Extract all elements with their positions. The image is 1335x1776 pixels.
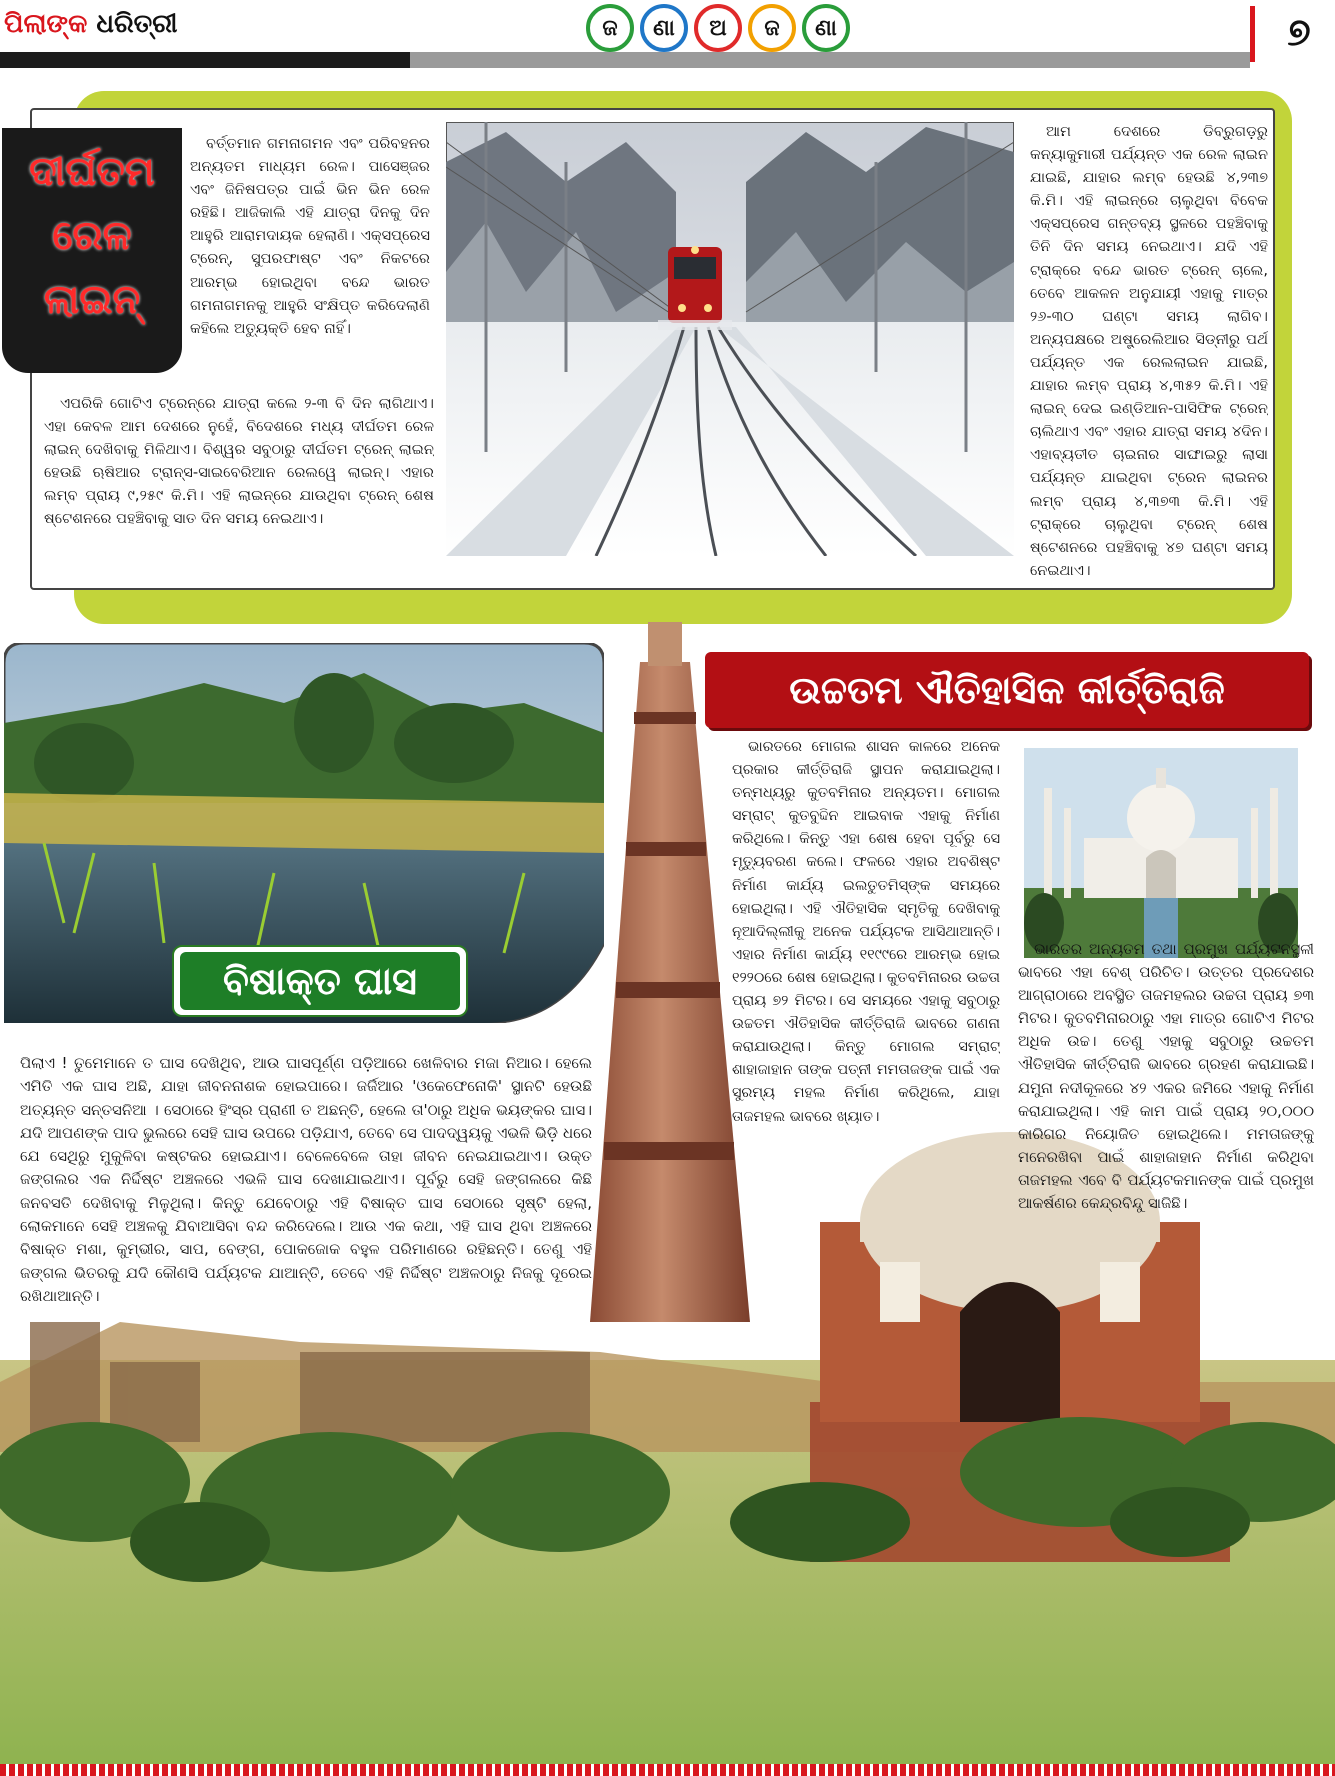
- section-letter: ଅ: [694, 4, 742, 52]
- footer-rule: [0, 1764, 1335, 1776]
- monument-title-box: [705, 652, 1309, 728]
- page-number: ୭: [1287, 10, 1311, 54]
- taj-mahal-photo: [1024, 748, 1298, 958]
- monument-paragraph: ଭାରତର ଅନ୍ୟତମ ତଥା ପ୍ରମୁଖ ପର୍ଯ୍ୟଟନସ୍ଥଳୀ ଭାବରେ ଏହା ବେଶ୍ ପରିଚିତ। ଉତ୍ତର ପ୍ରଦେଶର ଆଗ୍ରାଠାରେ ଅବସ୍ଥିତ ତାଜମହଲର ଉଚ୍ଚତା ପ୍ରାୟ ୭୩ ମିଟର। କୁତବମିନାରଠାରୁ ଏହା ମାତ୍ର ଗୋଟିଏ ମିଟର ଅଧିକ ଉଚ୍ଚ। ତେଣୁ ଏହାକୁ ସବୁଠାରୁ ଉଚ୍ଚତମ ଐତିହାସିକ କୀର୍ତ୍ତିରାଜି ଭାବରେ ଗ୍ରହଣ କରାଯାଇଛି। ଯମୁନା ନଦୀକୂଳରେ ୪୨ ଏକର ଜମିରେ ଏହାକୁ ନିର୍ମାଣ କରାଯାଇଥିଲା। ଏହି କାମ ପାଇଁ ପ୍ରାୟ ୨୦,୦୦୦ କାରିଗର ନିୟୋଜିତ ହୋଇଥିଲେ। ମମତାଜଙ୍କୁ ମନେରଖିବା ପାଇଁ ଶାହାଜାହାନ ନିର୍ମାଣ କରିଥିବା ତାଜମହଲ ଏବେ ବି ପର୍ଯ୍ୟଟକମାନଙ୍କ ପାଇଁ ପ୍ରମୁଖ ଆକର୍ଷଣର କେନ୍ଦ୍ରବିନ୍ଦୁ ସାଜିଛି।: [1018, 941, 1314, 1213]
- section-title: [586, 4, 850, 52]
- rail-article-title: [2, 128, 182, 373]
- brand-logo: [4, 4, 190, 44]
- rail-title-line: ରେଳ: [52, 213, 132, 259]
- section-letter: ଜ: [586, 4, 634, 52]
- monument-article-text-right: [1018, 938, 1314, 1304]
- monument-article-text-left: [732, 736, 1000, 1360]
- brand-name-part2: ଧରିତ୍ରୀ: [96, 9, 178, 39]
- rail-article-text-right: [1030, 120, 1268, 578]
- swamp-title-box: [172, 945, 468, 1017]
- header-rule-dark: [0, 52, 410, 68]
- rail-article-text-intro: [190, 132, 430, 380]
- monument-article-title: ଉଚ୍ଚତମ ଐତିହାସିକ କୀର୍ତ୍ତିରାଜି: [789, 668, 1225, 712]
- rail-article-text-continued: [44, 392, 434, 578]
- monument-paragraph: ଭାରତରେ ମୋଗଲ ଶାସନ କାଳରେ ଅନେକ ପ୍ରକାର କୀର୍ତ୍ତିରାଜି ସ୍ଥାପନ କରାଯାଇଥିଲା। ତନ୍ମଧ୍ୟରୁ କୁତବମିନାର ଅନ୍ୟତମ। ମୋଗଲ ସମ୍ରାଟ୍ କୁତବୁଦ୍ଦିନ ଆଇବାକ ଏହାକୁ ନିର୍ମାଣ କରିଥିଲେ। କିନ୍ତୁ ଏହା ଶେଷ ହେବା ପୂର୍ବରୁ ସେ ମୃତ୍ୟୁବରଣ କଲେ। ଫଳରେ ଏହାର ଅବଶିଷ୍ଟ ନିର୍ମାଣ କାର୍ଯ୍ୟ ଇଲତୁତମିସ୍‌ଙ୍କ ସମୟରେ ହୋଇଥିଲା। ଏହି ଐତିହାସିକ ସ୍ମୃତିକୁ ଦେଖିବାକୁ ନୂଆଦିଲ୍ଲୀକୁ ଅନେକ ପର୍ଯ୍ୟଟକ ଆସିଥାଆନ୍ତି। ଏହାର ନିର୍ମାଣ କାର୍ଯ୍ୟ ୧୧୯୯ରେ ଆରମ୍ଭ ହୋଇ ୧୨୨୦ରେ ଶେଷ ହୋଇଥିଲା। କୁତବମିନାରର ଉଚ୍ଚତା ପ୍ରାୟ ୭୨ ମିଟର। ସେ ସମୟରେ ଏହାକୁ ସବୁଠାରୁ ଉଚ୍ଚତମ ଐତିହାସିକ କୀର୍ତ୍ତିରାଜି ଭାବରେ ଗଣନା କରାଯାଉଥିଲା। କିନ୍ତୁ ମୋଗଲ ସମ୍ରାଟ୍ ଶାହାଜାହାନ ତାଙ୍କ ପତ୍ନୀ ମମତାଜଙ୍କ ପାଇଁ ଏକ ସୁରମ୍ୟ ମହଲ ନିର୍ମାଣ କରିଥିଲେ, ଯାହା ତାଜମହଲ ଭାବରେ ଖ୍ୟାତ।: [732, 739, 1000, 1125]
- rail-paragraph: ଆମ ଦେଶରେ ଡିବ୍ରୁଗଡ଼ରୁ କନ୍ୟାକୁମାରୀ ପର୍ଯ୍ୟନ୍ତ ଏକ ରେଳ ଲାଇନ ଯାଇଛି, ଯାହାର ଲମ୍ବ ହେଉଛି ୪,୨୩୭ କି.ମି। ଏହି ଲାଇନ୍‌ରେ ଚାଲୁଥିବା ବିବେକ ଏକ୍ସପ୍ରେସ ଗନ୍ତବ୍ୟ ସ୍ଥଳରେ ପହଞ୍ଚିବାକୁ ତିନି ଦିନ ସମୟ ନେଇଥାଏ। ଯଦି ଏହି ଟ୍ରାକ୍‌ରେ ବନ୍ଦେ ଭାରତ ଟ୍ରେନ୍ ଚାଲେ, ତେବେ ଆକଳନ ଅନୁଯାୟୀ ଏହାକୁ ମାତ୍ର ୨୬-୩୦ ଘଣ୍ଟା ସମୟ ଲାଗିବ। ଅନ୍ୟପକ୍ଷରେ ଅଷ୍ଟ୍ରେଲିଆର ସିଡ୍‌ନୀରୁ ପର୍ଥ ପର୍ଯ୍ୟନ୍ତ ଏକ ରେଲଲାଇନ ଯାଇଛି, ଯାହାର ଲମ୍ବ ପ୍ରାୟ ୪,୩୫୨ କି.ମି। ଏହି ଲାଇନ୍ ଦେଇ ଇଣ୍ଡିଆନ-ପାସିଫିକ ଟ୍ରେନ୍ ଚାଲିଥାଏ ଏବଂ ଏହାର ଯାତ୍ରା ସମୟ ୪ଦିନ। ଏହାବ୍ୟତୀତ ଚାଇନାର ସାଙ୍ଘାଇରୁ ଲାସା ପର୍ଯ୍ୟନ୍ତ ଯାଇଥିବା ଟ୍ରେନ ଲାଇନର ଲମ୍ବ ପ୍ରାୟ ୪,୩୭୩ କି.ମି। ଏହି ଟ୍ରାକ୍‌ରେ ଚାଲୁଥିବା ଟ୍ରେନ୍ ଶେଷ ଷ୍ଟେଶନରେ ପହଞ୍ଚିବାକୁ ୪୭ ଘଣ୍ଟା ସମୟ ନେଇଥାଏ।: [1030, 123, 1268, 578]
- section-letter: ଣା: [802, 4, 850, 52]
- header-rule-gray: [410, 52, 1250, 68]
- rail-paragraph: ବର୍ତ୍ତମାନ ଗମନାଗମନ ଏବଂ ପରିବହନର ଅନ୍ୟତମ ମାଧ୍ୟମ ରେଳ। ପାସେଞ୍ଜର ଏବଂ ଜିନିଷପତ୍ର ପାଇଁ ଭିନ ଭିନ ରେଳ ରହିଛି। ଆଜିକାଲି ଏହି ଯାତ୍ରା ଦିନକୁ ଦିନ ଆହୁରି ଆରାମଦାୟକ ହେଲାଣି। ଏକ୍ସପ୍ରେସ ଟ୍ରେନ୍‌, ସୁପରଫାଷ୍ଟ ଏବଂ ନିକଟରେ ଆରମ୍ଭ ହୋଇଥିବା ବନ୍ଦେ ଭାରତ ଗମନାଗମନକୁ ଆହୁରି ସଂକ୍ଷିପ୍ତ କରିଦେଲାଣି କହିଲେ ଅତ୍ୟୁକ୍ତି ହେବ ନାହିଁ।: [190, 135, 430, 337]
- swamp-article-title: ବିଷାକ୍ତ ଘାସ: [180, 952, 460, 1010]
- section-letter: ଜ: [748, 4, 796, 52]
- swamp-article-text: [20, 1052, 592, 1356]
- swamp-paragraph: ପିଲାଏ ! ତୁମେମାନେ ତ ଘାସ ଦେଖିଥିବ, ଆଉ ଘାସପୂର୍ଣ୍ଣ ପଡ଼ିଆରେ ଖେଳିବାର ମଜା ନିଆର। ହେଲେ ଏମିତି ଏକ ଘାସ ଅଛି, ଯାହା ଜୀବନନାଶକ ହୋଇପାରେ। ଜର୍ଜିଆର 'ଓକେଫେନୋକି' ସ୍ଥାନଟି ହେଉଛି ଅତ୍ୟନ୍ତ ସନ୍ତସନିଆ । ସେଠାରେ ହିଂସ୍ର ପ୍ରାଣୀ ତ ଅଛନ୍ତି, ହେଲେ ତା'ଠାରୁ ଅଧିକ ଭୟଙ୍କର ଘାସ। ଯଦି ଆପଣଙ୍କ ପାଦ ଭୁଲରେ ସେହି ଘାସ ଉପରେ ପଡ଼ିଯାଏ, ତେବେ ସେ ପାଦଦ୍ୱୟକୁ ଏଭଳି ଭିଡ଼ି ଧରେ ଯେ ସେଥିରୁ ମୁକୁଳିବା କଷ୍ଟକର ହୋଇଯାଏ। ବେଳେବେଳେ ତାହା ଜୀବନ ନେଇଯାଇଥାଏ। ଉକ୍ତ ଜଙ୍ଗଲର ଏକ ନିର୍ଦ୍ଦିଷ୍ଟ ଅଞ୍ଚଳରେ ଏଭଳି ଘାସ ଦେଖାଯାଇଥାଏ। ପୂର୍ବରୁ ସେହି ଜଙ୍ଗଲରେ କିଛି ଜନବସତି ଦେଖିବାକୁ ମିଳୁଥିଲା। କିନ୍ତୁ ଯେବେଠାରୁ ଏହି ବିଷାକ୍ତ ଘାସ ସେଠାରେ ସୃଷ୍ଟି ହେଲା, ଲୋକମାନେ ସେହି ଅଞ୍ଚଳକୁ ଯିବାଆସିବା ବନ୍ଦ କରିଦେଲେ। ଆଉ ଏକ କଥା, ଏହି ଘାସ ଥିବା ଅଞ୍ଚଳରେ ବିଷାକ୍ତ ମଶା, କୁମ୍ଭୀର, ସାପ, ବେଙ୍ଗ, ପୋକଜୋକ ବହୁଳ ପରିମାଣରେ ରହିଛନ୍ତି। ତେଣୁ ଏହି ଜଙ୍ଗଲ ଭିତରକୁ ଯଦି କୌଣସି ପର୍ଯ୍ୟଟକ ଯାଆନ୍ତି, ତେବେ ଏହି ନିର୍ଦ୍ଦିଷ୍ଟ ଅଞ୍ଚଳଠାରୁ ନିଜକୁ ଦୂରେଇ ରଖିଥାଆନ୍ତି।: [20, 1054, 592, 1305]
- page-number-divider: [1250, 6, 1255, 62]
- page-header: [0, 0, 1335, 66]
- rail-title-line: ଦୀର୍ଘତମ: [29, 149, 155, 195]
- section-letter: ଣା: [640, 4, 688, 52]
- rail-photo: [446, 122, 1014, 556]
- brand-name-part1: ପିଲାଙ୍କ: [4, 9, 88, 39]
- rail-title-line: ଲାଇନ୍: [43, 277, 141, 323]
- rail-paragraph: ଏପରିକି ଗୋଟିଏ ଟ୍ରେନ୍‌ରେ ଯାତ୍ରା କଲେ ୨-୩ ବି ଦିନ ଲାଗିଥାଏ। ଏହା କେବଳ ଆମ ଦେଶରେ ନୁହେଁ, ବିଦେଶରେ ମଧ୍ୟ ଦୀର୍ଘତମ ରେଳ ଲାଇନ୍ ଦେଖିବାକୁ ମିଳିଥାଏ। ବିଶ୍ୱର ସବୁଠାରୁ ଦୀର୍ଘତମ ଟ୍ରେନ୍ ଲାଇନ୍ ହେଉଛି ଋଷିଆର ଟ୍ରାନ୍ସ-ସାଇବେରିଆନ ରେଲୱେ ଲାଇନ୍। ଏହାର ଲମ୍ବ ପ୍ରାୟ ୯,୨୫୯ କି.ମି। ଏହି ଲାଇନ୍‌ରେ ଯାଉଥିବା ଟ୍ରେନ୍ ଶେଷ ଷ୍ଟେଶନରେ ପହଞ୍ଚିବାକୁ ସାତ ଦିନ ସମୟ ନେଇଥାଏ।: [44, 395, 434, 528]
